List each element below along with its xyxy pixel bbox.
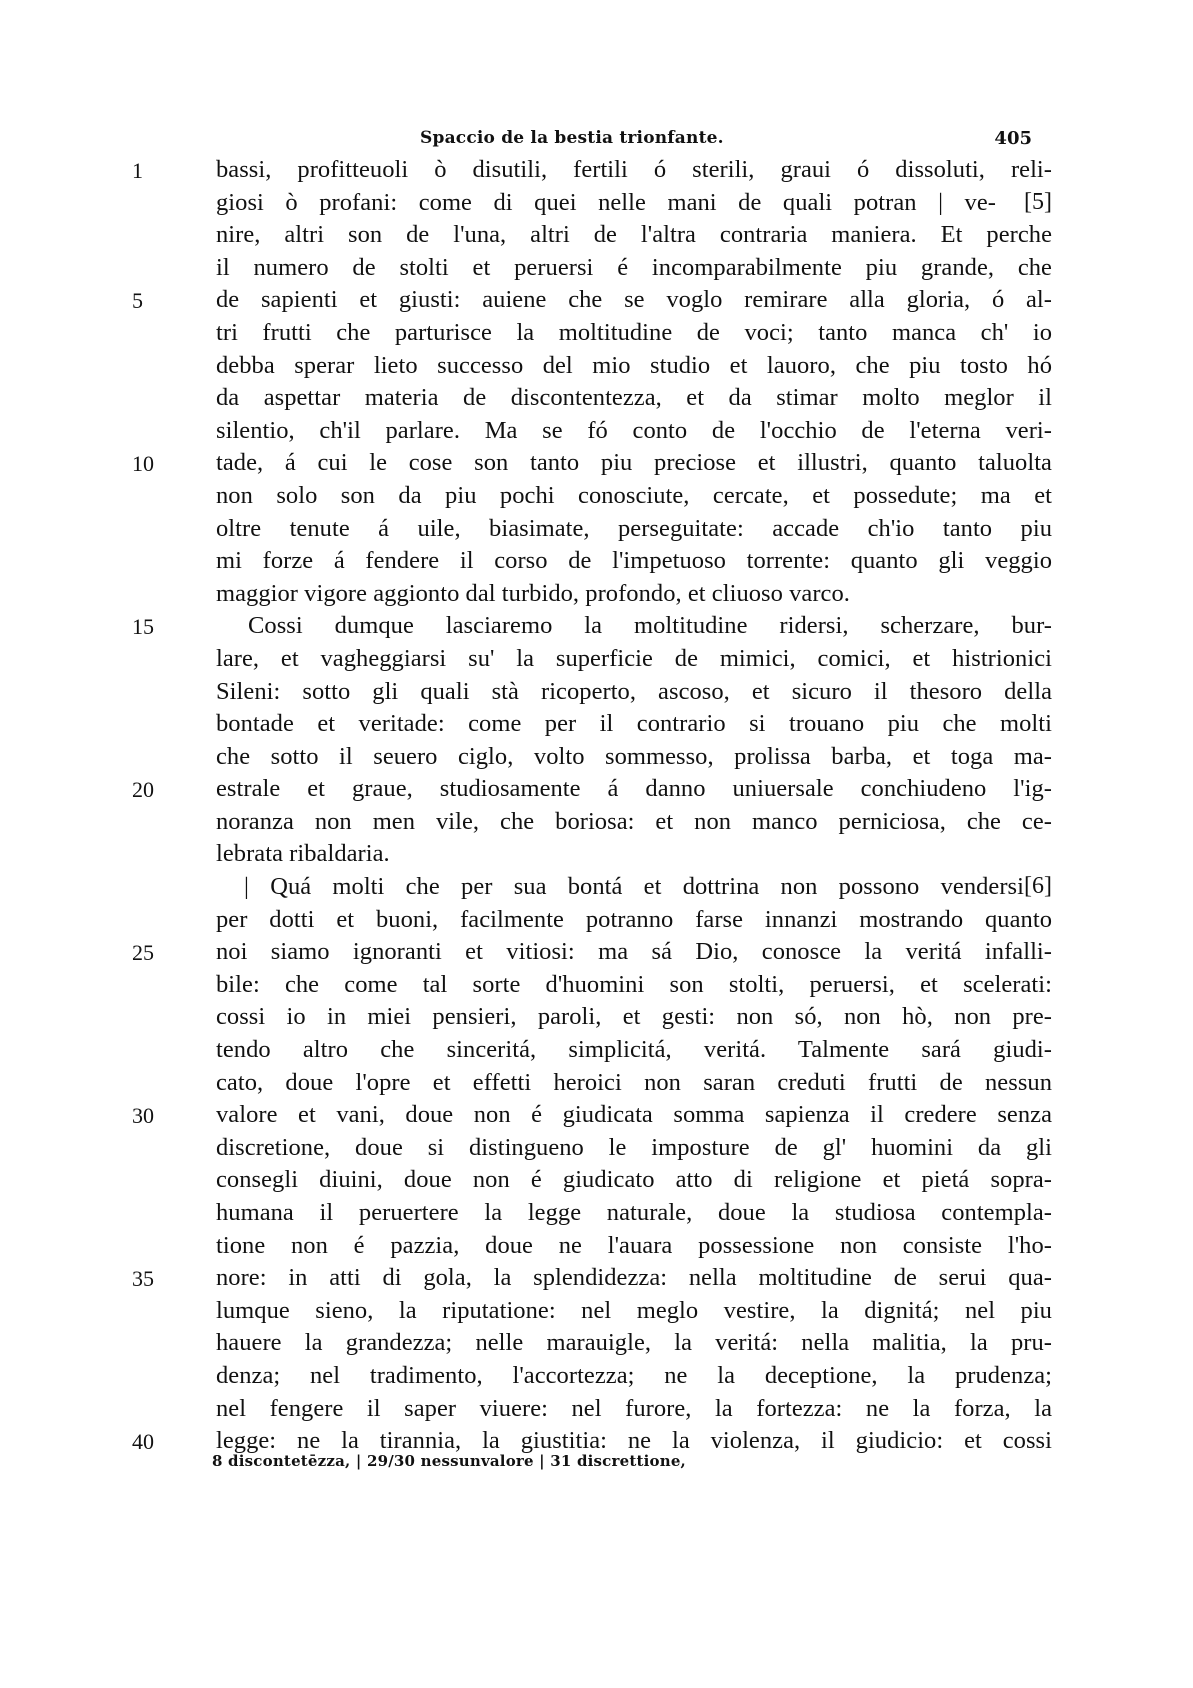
line-text: tri frutti che parturisce la moltitudine de voci; tanto manca ch' io	[216, 318, 1052, 346]
critical-apparatus-footnote: 8 discontetēzza, | 29/30 nessunvalore | 31 discrettione,	[212, 1452, 686, 1470]
line-text: consegli diuini, doue non é giudicato atto di religione et pietá sopra-	[216, 1166, 1052, 1194]
text-line	[132, 802, 1052, 835]
text-line	[132, 1128, 1052, 1161]
line-number: 1	[132, 158, 143, 183]
line-text: lare, et vagheggiarsi su' la superficie de mimici, comici, et histrionici	[216, 644, 1052, 672]
line-text: discretione, doue si distingueno le imposture de gl' huomini da gli	[216, 1133, 1052, 1161]
text-line	[132, 997, 1052, 1030]
body-text	[132, 150, 1052, 1454]
line-text: per dotti et buoni, facilmente potranno farse innanzi mostrando quanto	[216, 905, 1052, 933]
text-line	[132, 215, 1052, 248]
line-text: legge: ne la tirannia, la giustitia: ne la violenza, il giudicio: et cossi	[216, 1427, 1052, 1455]
line-text: cossi io in miei pensieri, paroli, et gesti: non só, non hò, non pre-	[216, 1003, 1052, 1031]
text-line	[132, 1193, 1052, 1226]
line-text: tione non é pazzia, doue ne l'auara possessione non consiste l'ho-	[216, 1231, 1052, 1259]
line-text: tendo altro che sinceritá, simplicitá, veritá. Talmente sará giudi-	[216, 1036, 1052, 1064]
line-number: 15	[132, 614, 154, 640]
line-text: denza; nel tradimento, l'accortezza; ne la deceptione, la prudenza;	[216, 1361, 1052, 1389]
line-number: 10	[132, 451, 154, 477]
line-text: estrale et graue, studiosamente á danno uniuersale conchiudeno l'ig-	[216, 775, 1052, 803]
line-text: humana il peruertere la legge naturale, doue la studiosa contempla-	[216, 1199, 1052, 1226]
text-line	[132, 541, 1052, 574]
page-number: 405	[994, 128, 1032, 149]
line-text: da aspettar materia de discontentezza, et da stimar molto meglor il	[216, 384, 1052, 412]
line-text: lumque sieno, la riputatione: nel meglo vestire, la dignitá; nel piu	[216, 1296, 1052, 1324]
line-number: 5	[132, 288, 143, 314]
text-line	[132, 1291, 1052, 1324]
text-line	[132, 183, 1052, 216]
text-line	[132, 1389, 1052, 1422]
line-number: 35	[132, 1266, 154, 1292]
line-text: mi forze á fendere il corso de l'impetuoso torrente: quanto gli veggio	[216, 547, 1052, 575]
line-text: de sapienti et giusti: auiene che se voglo remirare alla gloria, ó al-	[216, 286, 1052, 314]
text-line	[132, 867, 1052, 900]
line-text: maggior vigore aggionto dal turbido, profondo, et cliuoso varco.	[216, 579, 850, 607]
line-text: bontade et veritade: come per il contrario si trouano piu che molti	[216, 710, 1052, 738]
text-line	[132, 1063, 1052, 1096]
line-text: tade, á cui le cose son tanto piu preciose et illustri, quanto taluolta	[216, 449, 1052, 477]
line-text: il numero de stolti et peruersi é incomparabilmente piu grande, che	[216, 253, 1052, 281]
text-line	[132, 411, 1052, 444]
line-number: 20	[132, 777, 154, 803]
text-line	[132, 932, 1052, 965]
line-text: giosi ò profani: come di quei nelle mani de quali potran | ve-	[216, 188, 996, 216]
text-line	[132, 509, 1052, 542]
line-text: nire, altri son de l'una, altri de l'altra contraria maniera. Et perche	[216, 221, 1052, 249]
line-number: 25	[132, 940, 154, 966]
line-number: 30	[132, 1103, 154, 1129]
text-line	[132, 150, 1052, 183]
line-text: | Quá molti che per sua bontá et dottrina non possono vendersi	[244, 873, 1024, 901]
line-text: debba sperar lieto successo del mio studio et lauoro, che piu tosto hó	[216, 351, 1052, 379]
line-number: 40	[132, 1429, 154, 1455]
line-text: oltre tenute á uile, biasimate, perseguitate: accade ch'io tanto piu	[216, 514, 1052, 542]
line-text: silentio, ch'il parlare. Ma se fó conto de l'occhio de l'eterna veri-	[216, 416, 1052, 444]
text-line	[132, 1226, 1052, 1259]
text-line	[132, 639, 1052, 672]
line-text: bassi, profitteuoli ò disutili, fertili ó sterili, graui ó dissoluti, reli-	[216, 156, 1052, 183]
line-text: non solo son da piu pochi conosciute, cercate, et possedute; ma et	[216, 481, 1052, 509]
text-line	[132, 1160, 1052, 1193]
line-text: valore et vani, doue non é giudicata somma sapienza il credere senza	[216, 1101, 1052, 1129]
text-line	[132, 672, 1052, 705]
text-line	[132, 378, 1052, 411]
text-line	[132, 704, 1052, 737]
text-line	[132, 346, 1052, 379]
running-title: Spaccio de la bestia trionfante.	[420, 128, 724, 148]
text-line	[132, 280, 1052, 313]
text-line	[132, 1323, 1052, 1356]
text-line	[132, 313, 1052, 346]
line-text: hauere la grandezza; nelle marauigle, la veritá: nella malitia, la pru-	[216, 1329, 1052, 1357]
text-line	[132, 606, 1052, 639]
text-line	[132, 1258, 1052, 1291]
line-text: lebrata ribaldaria.	[216, 840, 390, 868]
line-text: Cossi dumque lasciaremo la moltitudine ridersi, scherzare, bur-	[248, 612, 1052, 640]
marginal-page-reference: [6]	[1024, 873, 1052, 900]
text-line	[132, 1421, 1052, 1454]
text-line	[132, 965, 1052, 998]
text-line	[132, 248, 1052, 281]
line-text: noranza non men vile, che boriosa: et non manco perniciosa, che ce-	[216, 807, 1052, 835]
text-line	[132, 1356, 1052, 1389]
text-line	[132, 737, 1052, 770]
text-line	[132, 574, 1052, 607]
line-text: Sileni: sotto gli quali stà ricoperto, ascoso, et sicuro il thesoro della	[216, 677, 1052, 705]
line-text: noi siamo ignoranti et vitiosi: ma sá Dio, conosce la veritá infalli-	[216, 938, 1052, 966]
text-line	[132, 443, 1052, 476]
marginal-page-reference: [5]	[1024, 188, 1052, 215]
text-line	[132, 900, 1052, 933]
line-text: cato, doue l'opre et effetti heroici non saran creduti frutti de nessun	[216, 1068, 1052, 1096]
text-line	[132, 1030, 1052, 1063]
line-text: bile: che come tal sorte d'huomini son stolti, peruersi, et scelerati:	[216, 970, 1052, 998]
text-line	[132, 769, 1052, 802]
text-line	[132, 834, 1052, 867]
line-text: che sotto il seuero ciglo, volto sommesso, prolissa barba, et toga ma-	[216, 742, 1052, 770]
text-line	[132, 476, 1052, 509]
text-line	[132, 1095, 1052, 1128]
line-text: nel fengere il saper viuere: nel furore, la fortezza: ne la forza, la	[216, 1394, 1052, 1422]
line-text: nore: in atti di gola, la splendidezza: nella moltitudine de serui qua-	[216, 1264, 1052, 1292]
